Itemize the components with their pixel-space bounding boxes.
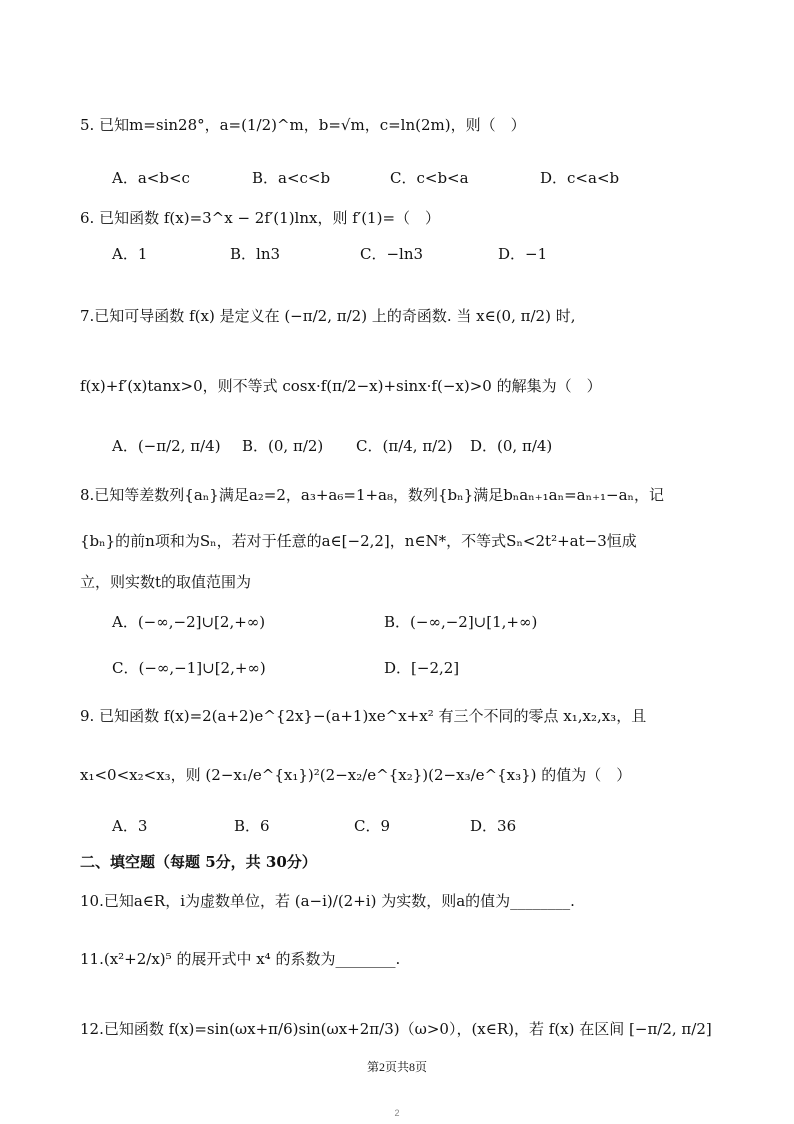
question-8-option-d: D．[−2,2] [384,659,460,677]
question-7-option-a: A．(−π/2, π/4) [112,437,221,455]
question-7-option-d: D．(0, π/4) [470,437,553,455]
question-12: 12.已知函数 f(x)=sin(ωx+π/6)sin(ωx+2π/3)（ω>0），(x∈R)，若 f(x) 在区间 [−π/2, π/2] [80,1020,712,1038]
question-8-stem-line-3: 立，则实数t的取值范围为 [80,573,252,591]
question-8-option-a: A．(−∞,−2]∪[2,+∞) [112,613,266,631]
question-6-option-c: C．−ln3 [360,245,424,263]
page-footer: 第2页共8页 [366,1060,427,1074]
question-7-option-b: B．(0, π/2) [242,437,324,455]
question-5-option-c: C．c<b<a [390,169,469,187]
question-8-stem-line-1: 8.已知等差数列{aₙ}满足a₂=2，a₃+a₆=1+a₈，数列{bₙ}满足bₙaₙ₊₁aₙ=aₙ₊₁−aₙ，记 [80,486,665,504]
question-5-option-d: D．c<a<b [540,169,620,187]
question-7-stem-line-2: f(x)+f′(x)tanx>0，则不等式 cosx·f(π/2−x)+sinx·f(−x)>0 的解集为（ ） [80,377,602,395]
question-6-stem: 6. 已知函数 f(x)=3^x − 2f′(1)lnx，则 f′(1)=（ ） [80,209,441,227]
question-6-option-b: B．ln3 [230,245,281,263]
question-8-option-b: B．(−∞,−2]∪[1,+∞) [384,613,538,631]
question-11: 11.(x²+2/x)⁵ 的展开式中 x⁴ 的系数为________. [80,950,401,968]
question-10: 10.已知a∈R，i为虚数单位，若 (a−i)/(2+i) 为实数，则a的值为________. [80,892,575,910]
question-6-option-a: A．1 [112,245,148,263]
question-9-option-d: D．36 [470,817,517,835]
question-7-option-c: C．(π/4, π/2) [356,437,453,455]
question-9-stem-line-1: 9. 已知函数 f(x)=2(a+2)e^{2x}−(a+1)xe^x+x² 有三个不同的零点 x₁,x₂,x₃，且 [80,707,647,725]
question-8-stem-line-2: {bₙ}的前n项和为Sₙ，若对于任意的a∈[−2,2]，n∈N*，不等式Sₙ<2t²+at−3恒成 [80,532,637,550]
question-7-stem-line-1: 7.已知可导函数 f(x) 是定义在 (−π/2, π/2) 上的奇函数. 当 x∈(0, π/2) 时, [80,307,576,325]
question-9-stem-line-2: x₁<0<x₂<x₃，则 (2−x₁/e^{x₁})²(2−x₂/e^{x₂})(2−x₃/e^{x₃}) 的值为（ ） [80,766,632,784]
question-8-option-c: C．(−∞,−1]∪[2,+∞) [112,659,266,677]
question-9-option-a: A．3 [112,817,148,835]
section-heading-fill-in: 二、填空题（每题 5分，共 30分） [80,853,317,871]
question-9-option-c: C．9 [354,817,391,835]
question-5-stem: 5. 已知m=sin28°，a=(1/2)^m，b=√m，c=ln(2m)，则（ ） [80,116,526,134]
question-5-option-b: B．a<c<b [252,169,331,187]
page-number: 2 [394,1108,400,1118]
question-5-option-a: A．a<b<c [112,169,190,187]
question-9-option-b: B．6 [234,817,270,835]
question-6-option-d: D．−1 [498,245,548,263]
